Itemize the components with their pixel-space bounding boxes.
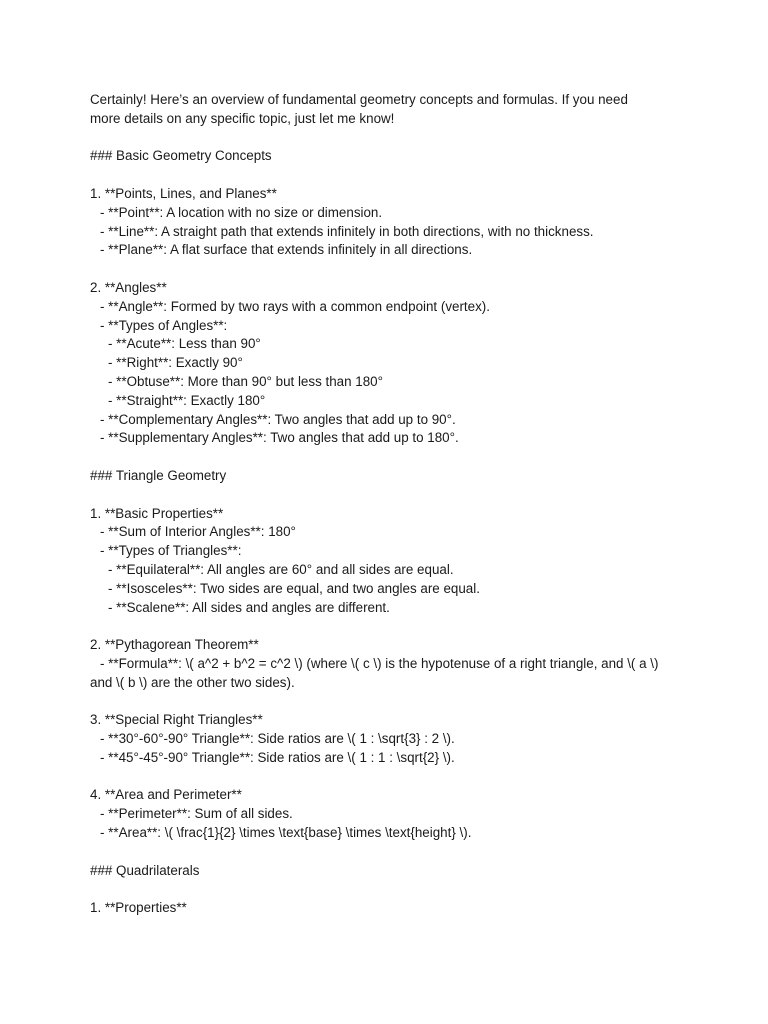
bullet-item: - **Supplementary Angles**: Two angles that add up to 180°. xyxy=(100,430,459,446)
blank-line xyxy=(90,260,690,279)
bullet-item: - **Isosceles**: Two sides are equal, and two angles are equal. xyxy=(108,580,480,596)
bullet-item: - **45°-45°-90° Triangle**: Side ratios are \( 1 : 1 : \sqrt{2} \). xyxy=(100,749,455,765)
blank-line xyxy=(90,880,690,899)
blank-line xyxy=(90,129,690,148)
bullet-item: - **Complementary Angles**: Two angles that add up to 90°. xyxy=(100,411,456,427)
bullet-item: - **Acute**: Less than 90° xyxy=(108,336,261,352)
bullet-item: - **Types of Triangles**: xyxy=(100,543,242,559)
blank-line xyxy=(90,448,690,467)
bullet-item: - **Types of Angles**: xyxy=(100,317,228,333)
bullet-item: - **Area**: \( \frac{1}{2} \times \text{base} \times \text{height} \). xyxy=(100,825,472,841)
document-body xyxy=(90,91,690,918)
text-line: Certainly! Here’s an overview of fundamental geometry concepts and formulas. If you need xyxy=(90,92,628,107)
numbered-item: 4. **Area and Perimeter** xyxy=(90,787,242,803)
bullet-item: - **Perimeter**: Sum of all sides. xyxy=(100,806,293,822)
blank-line xyxy=(90,617,690,636)
numbered-item: 1. **Properties** xyxy=(90,900,187,916)
blank-line xyxy=(90,768,690,787)
numbered-item: 2. **Pythagorean Theorem** xyxy=(90,637,259,653)
bullet-item: - **Point**: A location with no size or dimension. xyxy=(100,204,383,220)
bullet-item: - **Angle**: Formed by two rays with a common endpoint (vertex). xyxy=(100,298,490,314)
section-heading: ### Triangle Geometry xyxy=(90,467,227,483)
numbered-item: 1. **Points, Lines, and Planes** xyxy=(90,185,277,201)
bullet-item: - **Obtuse**: More than 90° but less than 180° xyxy=(108,373,383,389)
bullet-item: - **Formula**: \( a^2 + b^2 = c^2 \) (where \( c \) is the hypotenuse of a right triangle, and \( a \) xyxy=(100,655,659,671)
section-heading: ### Basic Geometry Concepts xyxy=(90,148,272,164)
blank-line xyxy=(90,486,690,505)
bullet-item: - **Equilateral**: All angles are 60° and all sides are equal. xyxy=(108,561,454,577)
numbered-item: 1. **Basic Properties** xyxy=(90,505,224,521)
bullet-item: - **Line**: A straight path that extends infinitely in both directions, with no thickness. xyxy=(100,223,594,239)
bullet-item: - **Scalene**: All sides and angles are different. xyxy=(108,599,390,615)
blank-line xyxy=(90,843,690,862)
numbered-item: 3. **Special Right Triangles** xyxy=(90,712,263,728)
text-line: more details on any specific topic, just let me know! xyxy=(90,110,395,126)
numbered-item: 2. **Angles** xyxy=(90,279,167,295)
bullet-item: - **30°-60°-90° Triangle**: Side ratios are \( 1 : \sqrt{3} : 2 \). xyxy=(100,731,455,747)
bullet-item: - **Sum of Interior Angles**: 180° xyxy=(100,524,296,540)
section-heading: ### Quadrilaterals xyxy=(90,862,200,878)
bullet-item: - **Right**: Exactly 90° xyxy=(108,355,243,371)
bullet-item: - **Straight**: Exactly 180° xyxy=(108,392,266,408)
bullet-item: - **Plane**: A flat surface that extends infinitely in all directions. xyxy=(100,242,473,258)
blank-line xyxy=(90,693,690,712)
blank-line xyxy=(90,166,690,185)
text-line: and \( b \) are the other two sides). xyxy=(90,674,295,690)
